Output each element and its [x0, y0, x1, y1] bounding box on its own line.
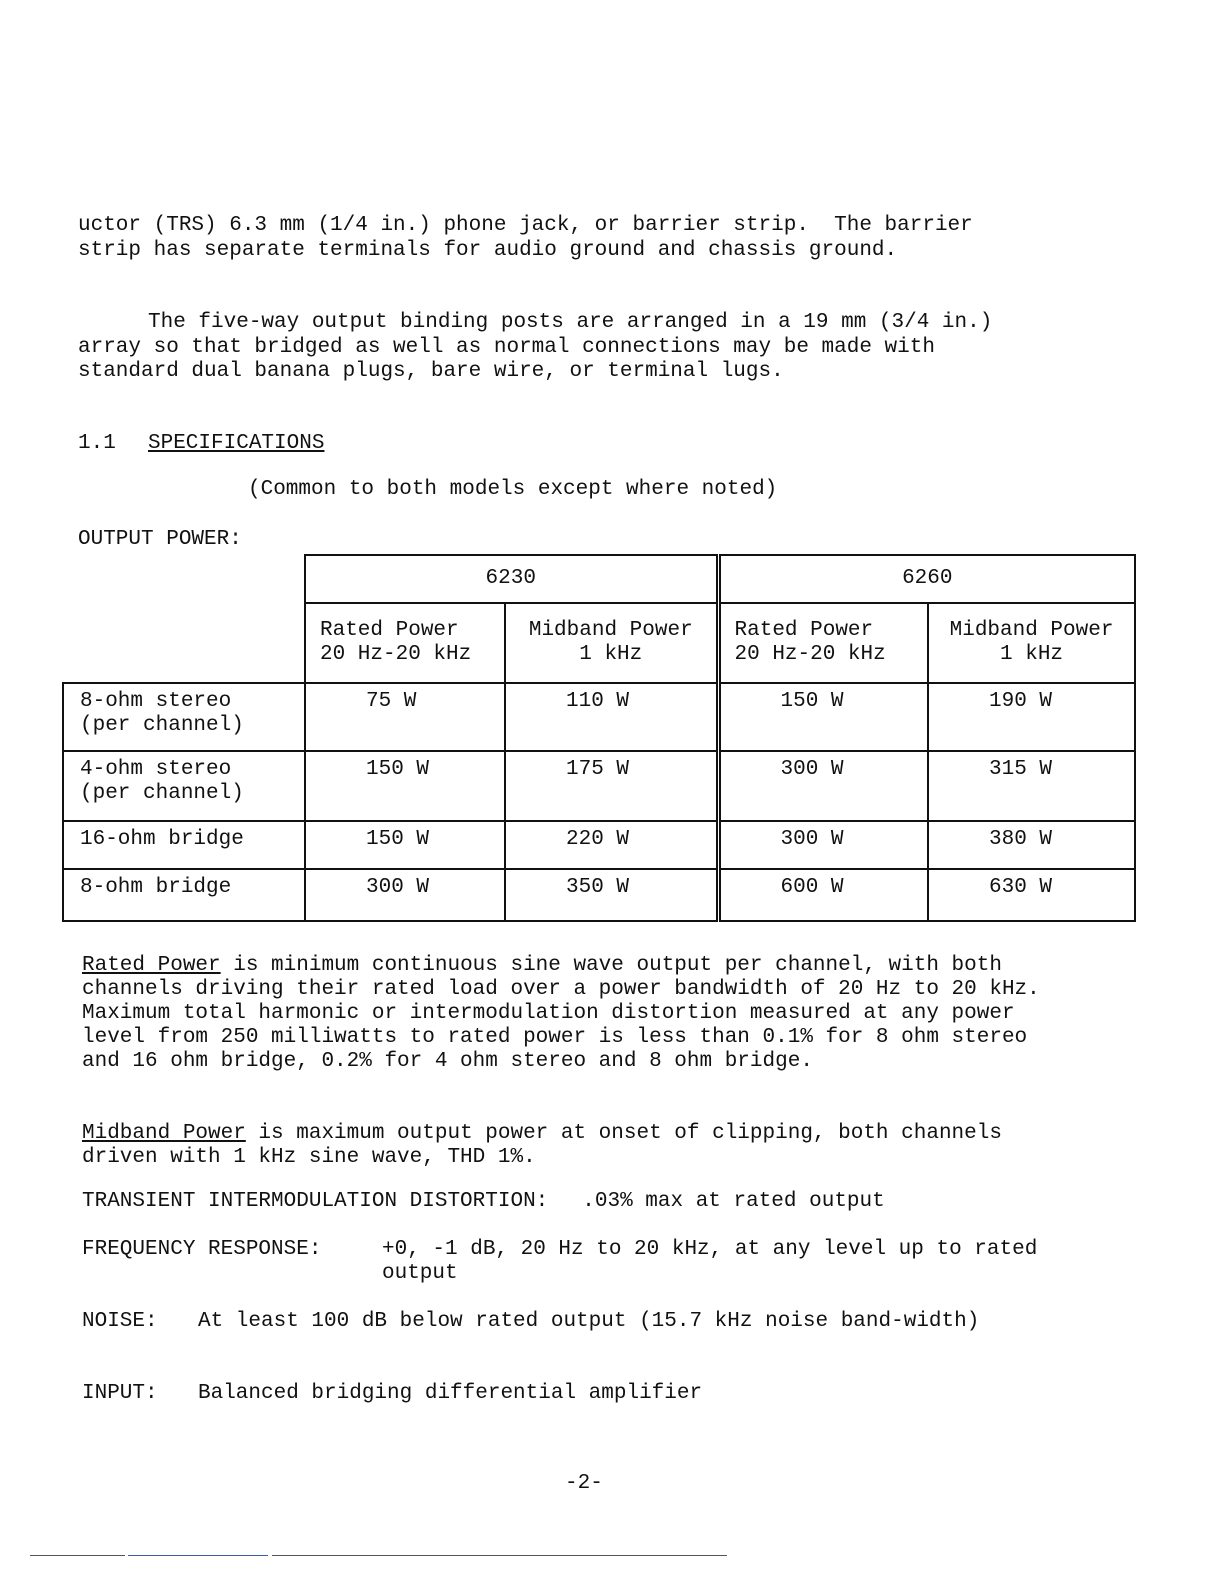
midband-power-header: Midband Power 1 kHz — [928, 603, 1135, 683]
output-power-label: OUTPUT POWER: — [78, 528, 242, 551]
rated-power-note — [82, 954, 1065, 1074]
section-heading — [78, 432, 324, 455]
table-cell: 110 W — [505, 683, 718, 751]
table-cell: 300 W — [305, 869, 505, 921]
midband-power-text: is maximum output power at onset of clipping, both channels driven with 1 kHz sine wave, THD 1%. — [82, 1122, 1015, 1169]
midband-power-note — [82, 1122, 1042, 1170]
row-label: 4-ohm stereo (per channel) — [63, 751, 305, 821]
table-cell: 350 W — [505, 869, 718, 921]
row-label: 8-ohm stereo (per channel) — [63, 683, 305, 751]
rated-power-text: is minimum continuous sine wave output per channel, with both channels driving their rated load over a power bandwidth of 20 Hz to 20 kHz. Maximum total harmonic or intermodulation distortion measured at any power level from 250 milliwatts to rated power is less than 0.1% for 8 ohm stereo and 16 ohm bridge, 0.2% for 4 ohm stereo and 8 ohm bridge. — [82, 954, 1065, 1073]
freq-value: +0, -1 dB, 20 Hz to 20 kHz, at any level up to rated output — [382, 1238, 1050, 1285]
bottom-rule — [30, 1555, 125, 1556]
noise-value: At least 100 dB below rated output (15.7 kHz noise band-width) — [198, 1310, 980, 1333]
section-subtitle: (Common to both models except where noted) — [248, 478, 778, 501]
row-label: 16-ohm bridge — [63, 821, 305, 869]
model-6230-header: 6230 — [305, 555, 718, 603]
bottom-rule — [128, 1555, 268, 1556]
frequency-response-spec — [82, 1238, 1050, 1286]
table-cell: 150 W — [305, 751, 505, 821]
section-number: 1.1 — [78, 432, 116, 455]
table-cell: 300 W — [718, 751, 928, 821]
table-row — [63, 683, 1135, 751]
table-cell: 150 W — [718, 683, 928, 751]
table-cell: 380 W — [928, 821, 1135, 869]
tim-value: .03% max at rated output — [582, 1190, 885, 1213]
input-value: Balanced bridging differential amplifier — [198, 1382, 703, 1405]
table-cell: 175 W — [505, 751, 718, 821]
model-6260-header: 6260 — [718, 555, 1135, 603]
page-number: -2- — [565, 1472, 603, 1495]
table-cell: 75 W — [305, 683, 505, 751]
midband-power-header: Midband Power 1 kHz — [505, 603, 718, 683]
model-header-row — [63, 555, 1135, 603]
freq-label: FREQUENCY RESPONSE: — [82, 1238, 322, 1261]
noise-spec — [82, 1310, 1042, 1334]
input-label: INPUT: — [82, 1382, 158, 1405]
table-row — [63, 869, 1135, 921]
tim-label: TRANSIENT INTERMODULATION DISTORTION: — [82, 1190, 549, 1213]
table-cell: 190 W — [928, 683, 1135, 751]
intro-paragraph-1: uctor (TRS) 6.3 mm (1/4 in.) phone jack, or barrier strip. The barrier strip has separate terminals for audio ground and chassis ground. — [78, 214, 986, 262]
table-cell: 220 W — [505, 821, 718, 869]
table-cell: 315 W — [928, 751, 1135, 821]
input-spec — [82, 1382, 1042, 1406]
table-cell: 600 W — [718, 869, 928, 921]
output-power-table — [62, 554, 1136, 922]
table-cell: 300 W — [718, 821, 928, 869]
tim-spec — [82, 1190, 1042, 1214]
rated-power-term: Rated Power — [82, 954, 221, 977]
table-cell: 630 W — [928, 869, 1135, 921]
rated-power-header: Rated Power 20 Hz-20 kHz — [305, 603, 505, 683]
bottom-rule — [272, 1555, 727, 1556]
rated-power-header: Rated Power 20 Hz-20 kHz — [718, 603, 928, 683]
noise-label: NOISE: — [82, 1310, 158, 1333]
blank-corner-cell — [63, 555, 305, 683]
section-title: SPECIFICATIONS — [148, 432, 325, 455]
row-label: 8-ohm bridge — [63, 869, 305, 921]
table-cell: 150 W — [305, 821, 505, 869]
intro-paragraph-2: The five-way output binding posts are arranged in a 19 mm (3/4 in.) array so that bridged as well as normal connections may be made with standard dual banana plugs, bare wire, or terminal lugs. — [78, 311, 1005, 383]
table-row — [63, 751, 1135, 821]
midband-power-term: Midband Power — [82, 1122, 246, 1145]
table-row — [63, 821, 1135, 869]
